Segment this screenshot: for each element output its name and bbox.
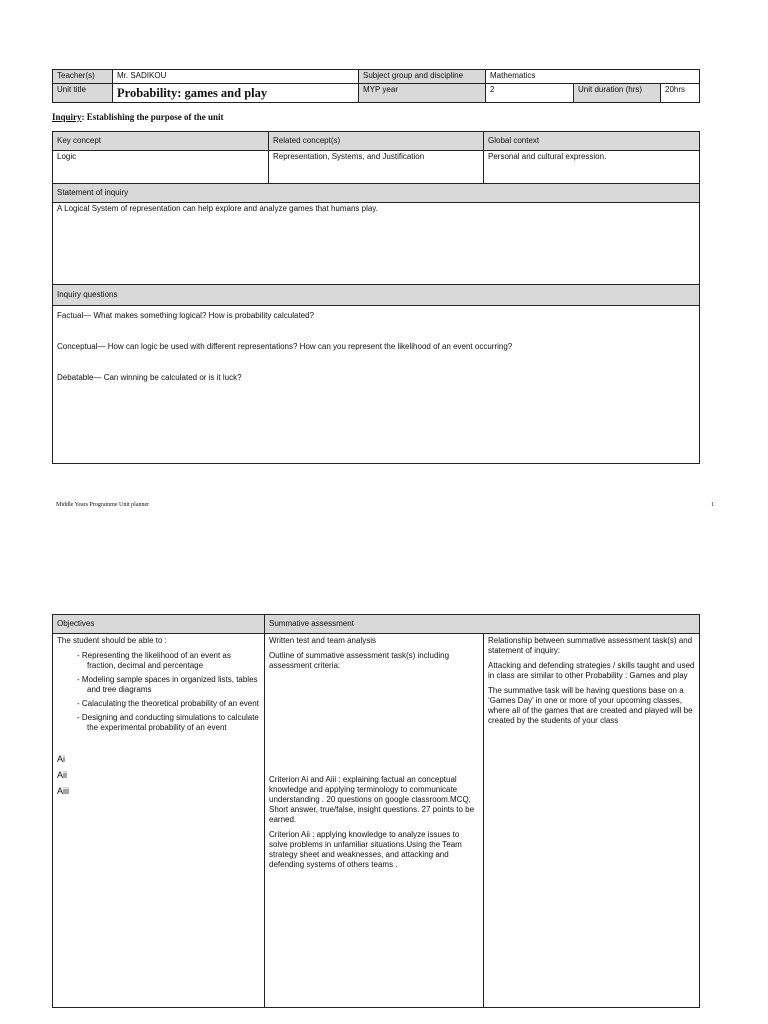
page-number: 1	[711, 502, 714, 508]
teacher-label: Teacher(s)	[53, 70, 113, 84]
debatable-question: Debatable— Can winning be calculated or is it luck?	[57, 373, 242, 382]
inquiry-heading-rest: : Establishing the purpose of the unit	[81, 112, 224, 122]
unit-title-label: Unit title	[53, 84, 113, 103]
relationship-cell	[484, 634, 700, 1008]
inquiry-heading	[52, 112, 224, 122]
criterion-2-text: Criterion Aii : applying knowledge to analyze issues to solve problems in unfamiliar situations.Using the Team strategy sheet and weaknesses, and attacking and defending systems of others teams .	[269, 830, 462, 869]
relationship-heading: Relationship between summative assessment task(s) and statement of inquiry:	[488, 636, 693, 655]
objectives-list	[57, 651, 260, 733]
criterion-1-text: Criterion Ai and Aiii : explaining factual an conceptual knowledge and applying terminology to communicate understanding . 20 questions on google classroom.MCQ, Short answer, true/false, insight questions. 27 points to be earned.	[269, 775, 475, 824]
statement-value: A Logical System of representation can help explore and analyze games that humans play.	[53, 203, 700, 285]
questions-label: Inquiry questions	[53, 285, 700, 306]
subject-label: Subject group and discipline	[359, 70, 486, 84]
inquiry-questions	[53, 306, 700, 464]
key-concept-label: Key concept	[53, 132, 269, 151]
criterion-aii: Aii	[57, 770, 68, 780]
relationship-paragraph-1: Attacking and defending strategies / skills taught and used in class are similar to other Probability : Games and play	[488, 661, 695, 680]
summative-task-cell	[265, 634, 484, 1008]
objectives-cell	[53, 634, 265, 1008]
key-concept-value: Logic	[53, 151, 269, 184]
summative-task: Written test and team analysis	[269, 636, 377, 645]
criterion-aiii: Aiii	[57, 786, 70, 796]
duration-label: Unit duration (hrs)	[574, 84, 661, 103]
objective-item: - Representing the likelihood of an event as fraction, decimal and percentage	[77, 651, 231, 670]
conceptual-question: Conceptual— How can logic be used with different representations? How can you represent the likelihood of an event occurring?	[57, 342, 513, 351]
inquiry-heading-bold: Inquiry	[52, 112, 82, 122]
objective-item: - Modeling sample spaces in organized lists, tables and tree diagrams	[77, 675, 258, 694]
duration-value: 20hrs	[661, 84, 700, 103]
related-concept-value: Representation, Systems, and Justification	[269, 151, 484, 184]
summative-outline: Outline of summative assessment task(s) including assessment criteria:	[269, 651, 450, 670]
global-context-label: Global context	[484, 132, 700, 151]
factual-question: Factual— What makes something logical? How is probability calculated?	[57, 311, 315, 320]
objective-item: - Designing and conducting simulations to calculate the experimental probability of an event	[77, 713, 259, 732]
inquiry-table	[52, 131, 700, 464]
criterion-ai: Ai	[57, 754, 66, 764]
unit-title-value: Probability: games and play	[113, 84, 359, 103]
myp-year-value: 2	[486, 84, 574, 103]
objectives-assessment-table	[52, 614, 700, 1008]
criteria-list	[57, 751, 260, 799]
unit-header-table	[52, 69, 700, 103]
objectives-label: Objectives	[53, 615, 265, 634]
related-concept-label: Related concept(s)	[269, 132, 484, 151]
objectives-intro: The student should be able to :	[57, 636, 167, 645]
summative-label: Summative assessment	[265, 615, 700, 634]
subject-value: Mathematics	[486, 70, 700, 84]
objective-item: - Calaculating the theoretical probability of an event	[77, 699, 259, 708]
myp-year-label: MYP year	[359, 84, 486, 103]
relationship-paragraph-2: The summative task will be having questions base on a ‘Games Day’ in one or more of your upcoming classes, where all of the games that are created and played will be created by the students of your class	[488, 686, 693, 725]
global-context-value: Personal and cultural expression.	[484, 151, 700, 184]
statement-label: Statement of inquiry	[53, 184, 700, 203]
teacher-value: Mr. SADIKOU	[113, 70, 359, 84]
footer-label: Middle Years Programme Unit planner	[56, 502, 150, 508]
